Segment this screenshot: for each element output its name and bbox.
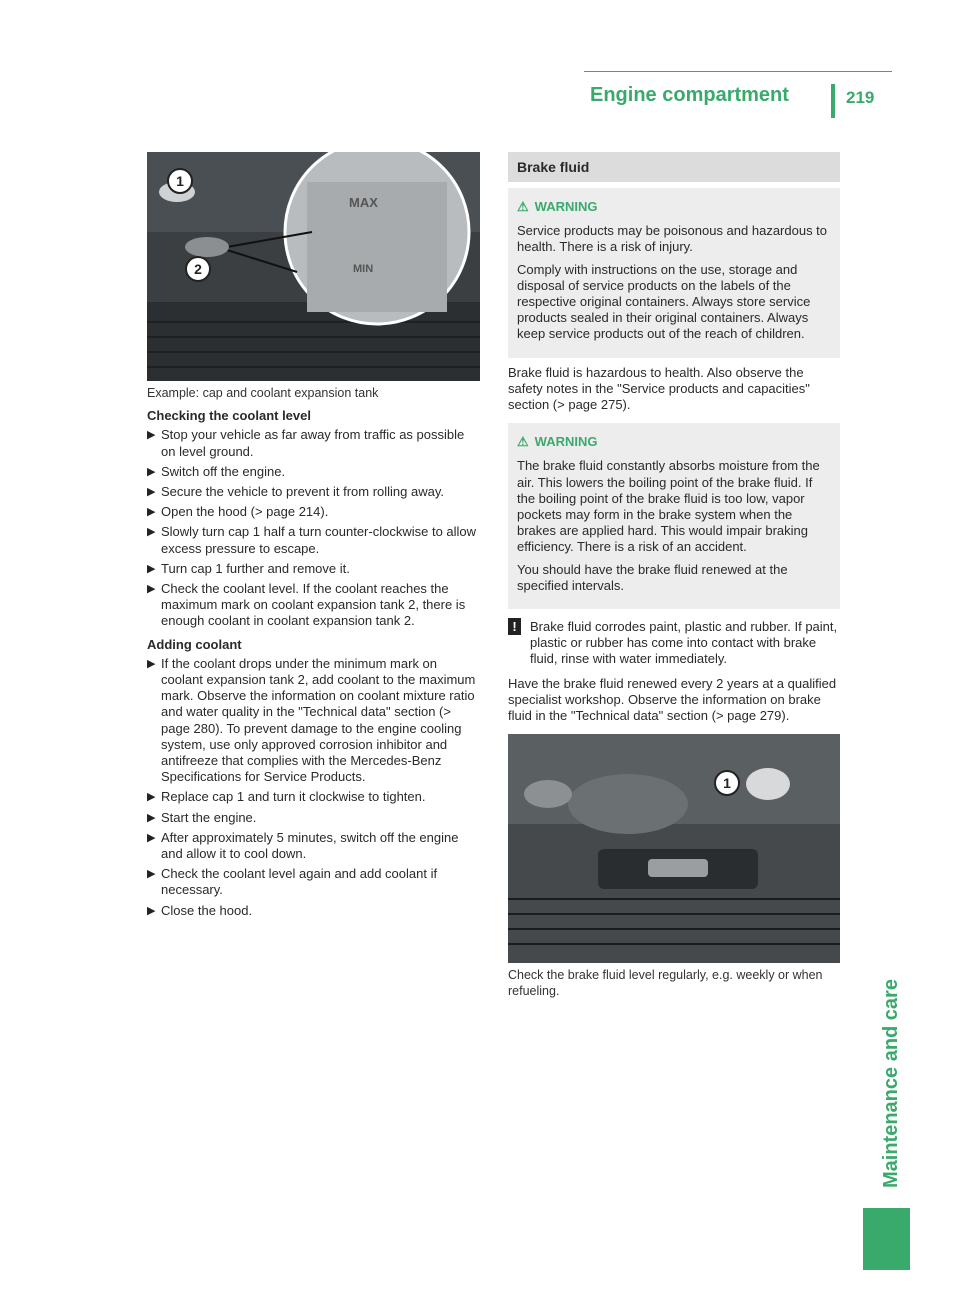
brake-photo-illustration — [508, 734, 840, 963]
max-label: MAX — [349, 195, 378, 210]
min-label: MIN — [353, 263, 374, 275]
warning-title: ⚠ WARNING — [517, 199, 598, 214]
callout-1: 1 — [714, 770, 740, 796]
step-item: ▶ Slowly turn cap 1 half a turn counter-clockwise to allow excess pressure to escape. — [147, 524, 477, 556]
warning-box — [508, 188, 840, 358]
step-item: ▶ Check the coolant level again and add coolant if necessary. — [147, 866, 438, 898]
body-paragraph: Have the brake fluid renewed every 2 years at a qualified specialist workshop. Observe the information on brake fluid in the "Technical data" section (> page 279). — [508, 675, 837, 724]
step-item: ▶ Switch off the engine. — [147, 463, 286, 479]
brake-fluid-photo — [508, 734, 840, 963]
warning-text: You should have the brake fluid renewed at the specified intervals. — [517, 561, 788, 593]
section-heading-brake-fluid: Brake fluid — [508, 152, 840, 182]
sidebar-tab — [863, 1208, 910, 1270]
step-item: ▶ Secure the vehicle to prevent it from rolling away. — [147, 484, 445, 500]
step-item: ▶ After approximately 5 minutes, switch off the engine and allow it to cool down. — [147, 829, 459, 862]
warning-box — [508, 423, 840, 609]
step-item: ▶ Close the hood. — [147, 902, 253, 918]
warning-text: Service products may be poisonous and hazardous to health. There is a risk of injury. — [517, 223, 828, 255]
callout-2: 2 — [185, 256, 211, 282]
notice-item: ! Brake fluid corrodes paint, plastic and rubber. If paint, plastic or rubber has come into contact with brake fluid, rinse with water immediately. — [508, 619, 840, 668]
right-column — [508, 152, 840, 1000]
step-item: ▶ Replace cap 1 and turn it clockwise to tighten. — [147, 789, 426, 805]
step-item: ▶ Turn cap 1 further and remove it. — [147, 560, 350, 576]
section-heading-adding: Adding coolant — [147, 636, 242, 652]
step-item: ▶ Open the hood (> page 214). — [147, 504, 329, 520]
step-item: ▶ Start the engine. — [147, 809, 257, 825]
page-number: 219 — [846, 88, 875, 107]
step-item: ▶ Stop your vehicle as far away from traffic as possible on level ground. — [147, 427, 465, 459]
section-heading-checking: Checking the coolant level — [147, 408, 311, 424]
step-item: ▶ If the coolant drops under the minimum mark on coolant expansion tank 2, add coolant to the maximum mark. Observe the information on coolant mixture ratio and water quality in the "Technical data" section (> page 280). To prevent damage to the engine cooling system, use only approved corrosion inhibitor and antifreeze that complies with the Mercedes-Benz Specifications for Service Products. — [147, 655, 476, 785]
page-section-title: Engine compartment — [590, 84, 789, 106]
coolant-tank-photo — [147, 152, 480, 381]
step-item: ▶ Check the coolant level. If the coolant reaches the maximum mark on coolant expansion tank 2, there is enough coolant in coolant expansion tank 2. — [147, 581, 466, 629]
warning-title: ⚠ WARNING — [517, 434, 598, 450]
exclamation-icon: ! — [508, 618, 521, 635]
callout-1: 1 — [167, 168, 193, 194]
warning-triangle-icon: ⚠ — [517, 199, 529, 214]
body-paragraph: Brake fluid is hazardous to health. Also observe the safety notes in the "Service products and capacities" section (> page 275). — [508, 364, 810, 413]
left-column — [147, 152, 480, 923]
photo-caption: Example: cap and coolant expansion tank — [147, 386, 379, 400]
photo-caption: Check the brake fluid level regularly, e.g. weekly or when refueling. — [508, 968, 823, 999]
header-separator — [831, 84, 835, 118]
header-rule — [584, 71, 892, 72]
warning-text: Comply with instructions on the use, storage and disposal of service products on the labels of the respective original containers. Always store service products sealed in their original containers. Always keep service products out of the reach of children. — [517, 261, 811, 342]
warning-text: The brake fluid constantly absorbs moisture from the air. This lowers the boiling point of the brake fluid. If the boiling point of the brake fluid is too low, vapor pockets may form in the brake system when the brakes are applied hard. This would impair braking efficiency. There is a risk of an accident. — [517, 458, 820, 555]
sidebar-chapter-label: Maintenance and care — [880, 979, 902, 1188]
warning-triangle-icon: ⚠ — [517, 434, 529, 450]
